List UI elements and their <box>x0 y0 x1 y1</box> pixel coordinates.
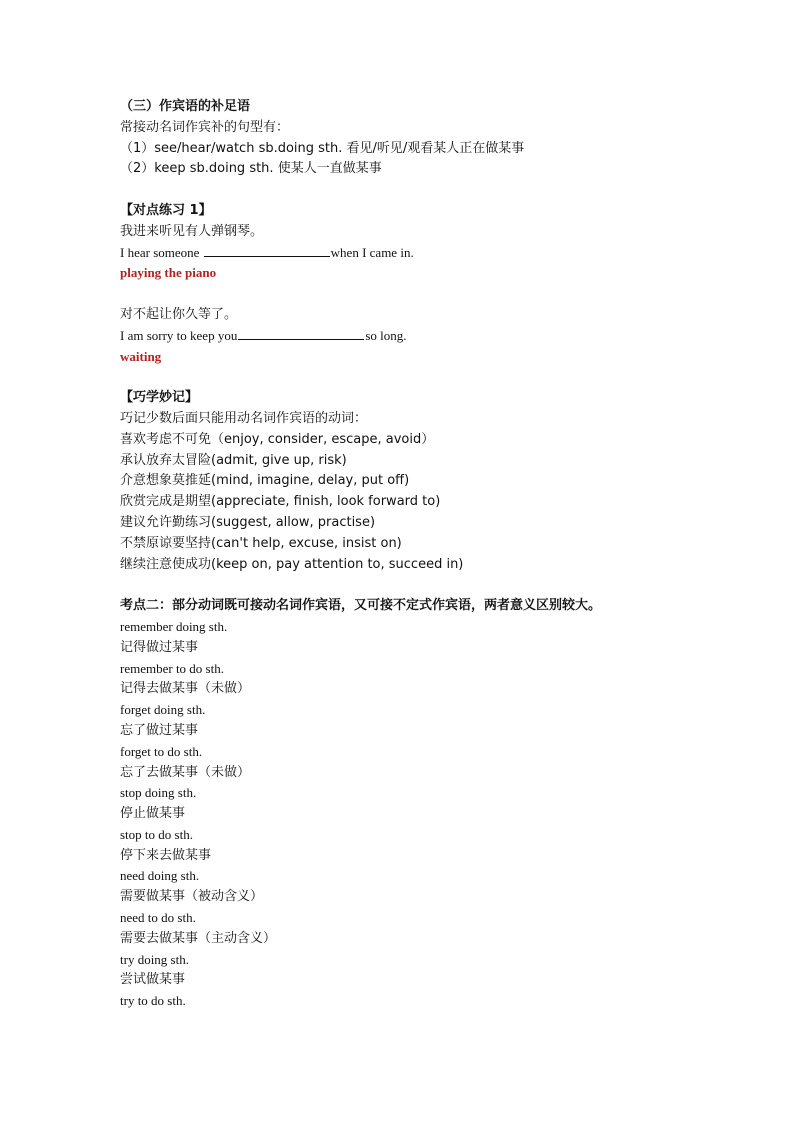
section-title: （三）作宾语的补足语 <box>120 99 251 114</box>
question-2-chinese: 对不起让你久等了。 <box>120 306 238 322</box>
verb-pattern-en: stop doing sth. <box>120 785 197 801</box>
question-2-before: I am sorry to keep you <box>120 327 238 343</box>
practice-title: 【对点练习 1】 <box>120 202 212 218</box>
memory-line: 不禁原谅要坚持(can't help, excuse, insist on) <box>120 535 402 551</box>
section-intro: 常接动名词作宾补的句型有： <box>120 119 290 135</box>
memory-line: 介意想象莫推延(mind, imagine, delay, put off) <box>120 473 410 489</box>
question-1-sentence <box>120 243 680 264</box>
question-2-answer: waiting <box>120 348 162 364</box>
spacer <box>120 575 680 596</box>
verb-pattern-en: try doing sth. <box>120 951 189 967</box>
answer-blank-1 <box>204 243 330 257</box>
verb-pattern-cn: 忘了去做某事（未做） <box>120 764 251 780</box>
verb-pattern-cn: 记得做过某事 <box>120 639 199 655</box>
verb-pattern-en: forget to do sth. <box>120 743 203 759</box>
question-1-before: I hear someone <box>120 244 203 260</box>
verb-pattern-cn: 记得去做某事（未做） <box>120 681 251 697</box>
question-2-after: so long. <box>365 327 407 343</box>
verb-pattern-en: remember doing sth. <box>120 618 228 634</box>
memory-line: 喜欢考虑不可免（enjoy, consider, escape, avoid） <box>120 431 435 447</box>
memory-intro: 巧记少数后面只能用动名词作宾语的动词： <box>120 410 368 426</box>
memory-line: 承认放弃太冒险(admit, give up, risk) <box>120 452 347 468</box>
point-2-title: 考点二：部分动词既可接动名词作宾语，又可接不定式作宾语，两者意义区别较大。 <box>120 598 602 614</box>
spacer <box>120 367 680 388</box>
verb-pattern-en: try to do sth. <box>120 993 186 1009</box>
memory-title: 【巧学妙记】 <box>120 390 199 406</box>
verb-pattern-cn: 需要去做某事（主动含义） <box>120 930 277 946</box>
question-1-answer: playing the piano <box>120 265 217 281</box>
verb-pattern-en: need doing sth. <box>120 868 200 884</box>
verb-pattern-en: remember to do sth. <box>120 660 224 676</box>
memory-line: 建议允许勤练习(suggest, allow, practise) <box>120 514 376 530</box>
question-1-after: when I came in. <box>330 244 414 260</box>
verb-pattern-cn: 停下来去做某事 <box>120 847 212 863</box>
pattern-item-1: （1）see/hear/watch sb.doing sth. 看见/听见/观看某人正在做某事 <box>120 140 525 156</box>
memory-line: 继续注意使成功(keep on, pay attention to, succeed in) <box>120 556 464 572</box>
verb-pattern-en: stop to do sth. <box>120 826 193 842</box>
verb-pattern-cn: 尝试做某事 <box>120 972 186 988</box>
question-2-sentence <box>120 326 680 347</box>
spacer <box>120 180 680 201</box>
verb-pattern-cn: 需要做某事（被动含义） <box>120 889 264 905</box>
verb-pattern-en: forget doing sth. <box>120 702 206 718</box>
pattern-item-2: （2）keep sb.doing sth. 使某人一直做某事 <box>120 161 382 177</box>
verb-pattern-cn: 忘了做过某事 <box>120 722 199 738</box>
verb-pattern-en: need to do sth. <box>120 910 196 926</box>
document-page <box>120 97 680 1012</box>
spacer <box>120 284 680 305</box>
verb-pattern-cn: 停止做某事 <box>120 806 186 822</box>
answer-blank-2 <box>238 326 364 340</box>
question-1-chinese: 我进来听见有人弹钢琴。 <box>120 223 264 239</box>
memory-line: 欣赏完成是期望(appreciate, finish, look forward to) <box>120 494 441 510</box>
